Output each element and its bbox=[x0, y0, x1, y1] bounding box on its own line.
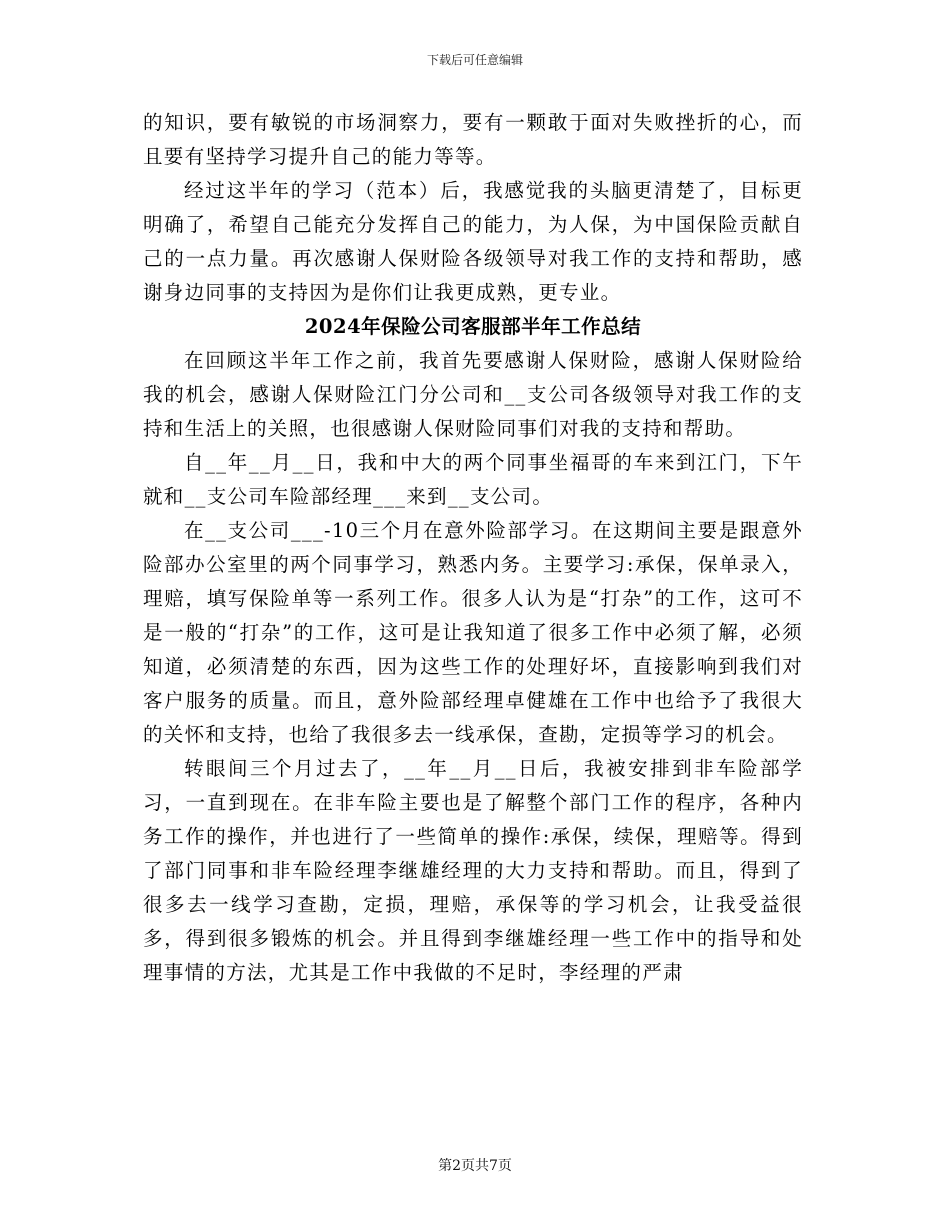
paragraph-closing-thanks: 经过这半年的学习（范本）后，我感觉我的头脑更清楚了，目标更明确了，希望自己能充分发挥自己的能力，为人保，为中国保险贡献自己的一点力量。再次感谢人保财险各级领导对我工作的支持和帮助，感谢身边同事的支持因为是你们让我更成熟，更专业。 bbox=[143, 179, 803, 304]
page-number: 第2页共7页 bbox=[438, 1158, 512, 1174]
paragraph-non-auto-dept: 转眼间三个月过去了，__年__月__日后，我被安排到非车险部学习，一直到现在。在非车险主要也是了解整个部门工作的程序，各种内务工作的操作，并也进行了一些简单的操作:承保，续保，理赔等。得到了部门同事和非车险经理李继雄经理的大力支持和帮助。而且，得到了很多去一线学习查勘，定损，理赔，承保等的学习机会，让我受益很多，得到很多锻炼的机会。并且得到李继雄经理一些工作中的指导和处理事情的方法，尤其是工作中我做的不足时，李经理的严肃 bbox=[143, 757, 803, 984]
page-header-note: 下载后可任意编辑 bbox=[426, 53, 523, 67]
document-body bbox=[143, 106, 803, 990]
document-title: 2024年保险公司客服部半年工作总结 bbox=[304, 315, 642, 338]
paragraph-intro: 在回顾这半年工作之前，我首先要感谢人保财险，感谢人保财险给我的机会，感谢人保财险江门分公司和__支公司各级领导对我工作的支持和生活上的关照，也很感谢人保财险同事们对我的支持和帮助。 bbox=[143, 349, 803, 440]
paragraph-accident-dept: 在__支公司___-10三个月在意外险部学习。在这期间主要是跟意外险部办公室里的两个同事学习，熟悉内务。主要学习:承保，保单录入，理赔，填写保险单等一系列工作。很多人认为是“打杂”的工作，这可不是一般的“打杂”的工作，这可是让我知道了很多工作中必须了解，必须知道，必须清楚的东西，因为这些工作的处理好坏，直接影响到我们对客户服务的质量。而且，意外险部经理卓健雄在工作中也给予了我很大的关怀和支持，也给了我很多去一线承保，查勘，定损等学习的机会。 bbox=[143, 519, 803, 746]
paragraph-continuation: 的知识，要有敏锐的市场洞察力，要有一颗敢于面对失败挫折的心，而且要有坚持学习提升自己的能力等等。 bbox=[143, 111, 803, 168]
paragraph-arrival: 自__年__月__日，我和中大的两个同事坐福哥的车来到江门，下午就和__支公司车险部经理___来到__支公司。 bbox=[143, 451, 803, 508]
